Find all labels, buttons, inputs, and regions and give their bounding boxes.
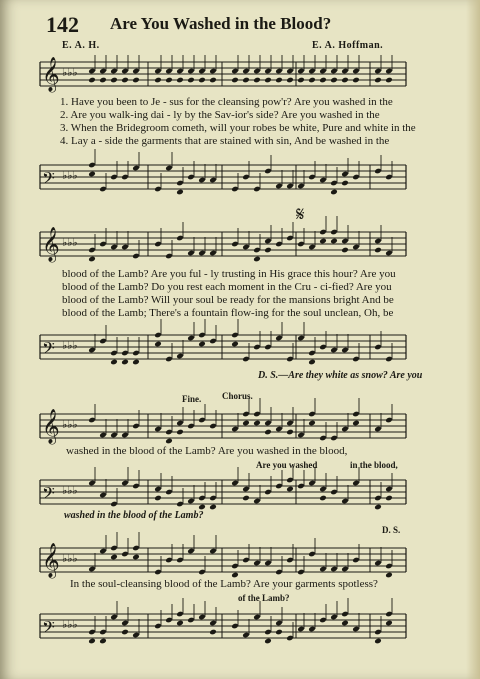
- notehead: [385, 495, 393, 502]
- notehead: [341, 620, 349, 627]
- key-signature-flats: ♭♭♭: [62, 619, 78, 631]
- notehead: [110, 359, 118, 366]
- notehead: [253, 420, 261, 427]
- notehead: [121, 359, 129, 366]
- treble-clef-icon: 𝄞: [42, 410, 60, 443]
- notehead: [330, 77, 338, 84]
- key-signature-flats: ♭♭♭: [62, 553, 78, 565]
- notehead: [352, 420, 360, 427]
- notehead: [154, 495, 162, 502]
- notehead: [176, 429, 184, 436]
- hymn-number: 142: [46, 12, 79, 37]
- key-signature-flats: ♭♭♭: [62, 170, 78, 182]
- notehead: [341, 247, 349, 254]
- bass-clef-icon: 𝄢: [42, 619, 55, 641]
- notehead: [187, 77, 195, 84]
- notehead: [176, 189, 184, 196]
- hymn-title: Are You Washed in the Blood?: [110, 14, 332, 33]
- ds-lyric-line: D. S.—Are they white as snow? Are you: [258, 370, 423, 381]
- notehead: [99, 77, 107, 84]
- notehead: [264, 77, 272, 84]
- bass-clef-icon: 𝄢: [42, 340, 55, 362]
- notehead: [110, 554, 118, 561]
- chorus-lyric-line-3: In the soul-cleansing blood of the Lamb? Are your garments spotless?: [70, 578, 378, 590]
- notehead: [209, 504, 217, 511]
- notehead: [297, 77, 305, 84]
- treble-staff-system-2: [0, 222, 480, 270]
- verse-4-line-1: 4. Lay a - side the garments that are stained with sin, And be washed in the: [60, 135, 390, 147]
- notehead: [374, 247, 382, 254]
- notehead: [341, 180, 349, 187]
- notehead: [132, 554, 140, 561]
- notehead: [242, 495, 250, 502]
- notehead: [165, 77, 173, 84]
- chorus-lyric-line-2: washed in the blood of the Lamb?: [64, 510, 204, 521]
- notehead: [132, 359, 140, 366]
- treble-staff-system-1: [0, 52, 480, 100]
- bass-echo-1b: in the blood,: [350, 460, 398, 470]
- notehead: [330, 238, 338, 245]
- notehead: [286, 486, 294, 493]
- notehead: [319, 495, 327, 502]
- notehead: [385, 620, 393, 627]
- bass-staff-system-4: [0, 604, 480, 652]
- notehead: [286, 429, 294, 436]
- verse-1-line-1: 1. Have you been to Je - sus for the cleansing pow'r? Are you washed in the: [60, 96, 393, 108]
- bass-echo-2: of the Lamb?: [238, 593, 290, 603]
- bass-staff-system-1: [0, 155, 480, 203]
- key-signature-flats: ♭♭♭: [62, 340, 78, 352]
- notehead: [198, 341, 206, 348]
- chorus-label: Chorus.: [222, 391, 253, 401]
- notehead: [121, 629, 129, 636]
- notehead: [165, 438, 173, 445]
- notehead: [242, 420, 250, 427]
- notehead: [253, 77, 261, 84]
- bass-echo-1a: Are you washed: [256, 460, 318, 470]
- verse-2-line-1: 2. Are you walk-ing dai - ly by the Sav-ior's side? Are you washed in the: [60, 109, 380, 121]
- notehead: [385, 77, 393, 84]
- notehead: [176, 77, 184, 84]
- notehead: [264, 247, 272, 254]
- notehead: [319, 77, 327, 84]
- key-signature-flats: ♭♭♭: [62, 485, 78, 497]
- notehead: [99, 638, 107, 645]
- composer-credit-right: E. A. Hoffman.: [312, 40, 384, 51]
- treble-clef-icon: 𝄞: [42, 228, 60, 261]
- notehead: [132, 77, 140, 84]
- notehead: [385, 572, 393, 579]
- notehead: [330, 189, 338, 196]
- verse-1-line-2: blood of the Lamb? Are you ful - ly trusting in His grace this hour? Are you: [62, 268, 396, 280]
- notehead: [209, 629, 217, 636]
- notehead: [308, 359, 316, 366]
- notehead: [88, 256, 96, 263]
- bass-clef-icon: 𝄢: [42, 170, 55, 192]
- segno-sign: 𝄋: [296, 204, 305, 226]
- notehead: [374, 504, 382, 511]
- treble-clef-icon: 𝄞: [42, 58, 60, 91]
- key-signature-flats: ♭♭♭: [62, 419, 78, 431]
- notehead: [242, 77, 250, 84]
- verse-2-line-2: blood of the Lamb? Do you rest each moment in the Cru - ci-fied? Are you: [62, 281, 392, 293]
- bass-clef-icon: 𝄢: [42, 485, 55, 507]
- treble-clef-icon: 𝄞: [42, 544, 60, 577]
- ds-mark: D. S.: [382, 525, 401, 535]
- notehead: [374, 77, 382, 84]
- composer-credit-left: E. A. H.: [62, 40, 100, 51]
- verse-3-line-1: 3. When the Bridegroom cometh, will your robes be white, Pure and white in the: [60, 122, 416, 134]
- notehead: [275, 629, 283, 636]
- notehead: [231, 341, 239, 348]
- notehead: [253, 256, 261, 263]
- notehead: [88, 77, 96, 84]
- notehead: [286, 77, 294, 84]
- notehead: [275, 77, 283, 84]
- notehead: [88, 638, 96, 645]
- notehead: [154, 77, 162, 84]
- chorus-lyric-line-1: washed in the blood of the Lamb? Are you washed in the blood,: [66, 445, 348, 457]
- verse-3-line-2: blood of the Lamb? Will your soul be ready for the mansions bright And be: [62, 294, 394, 306]
- notehead: [88, 171, 96, 178]
- notehead: [308, 420, 316, 427]
- notehead: [352, 77, 360, 84]
- notehead: [198, 77, 206, 84]
- notehead: [154, 341, 162, 348]
- bass-staff-system-2: [0, 325, 480, 373]
- notehead: [308, 77, 316, 84]
- notehead: [209, 77, 217, 84]
- verse-4-line-2: blood of the Lamb; There's a fountain flow-ing for the soul unclean, Oh, be: [62, 307, 394, 319]
- notehead: [341, 77, 349, 84]
- notehead: [374, 638, 382, 645]
- notehead: [110, 77, 118, 84]
- key-signature-flats: ♭♭♭: [62, 237, 78, 249]
- fine-label: Fine.: [182, 394, 202, 404]
- key-signature-flats: ♭♭♭: [62, 67, 78, 79]
- notehead: [231, 77, 239, 84]
- notehead: [264, 638, 272, 645]
- notehead: [121, 77, 129, 84]
- notehead: [176, 620, 184, 627]
- notehead: [319, 238, 327, 245]
- notehead: [264, 429, 272, 436]
